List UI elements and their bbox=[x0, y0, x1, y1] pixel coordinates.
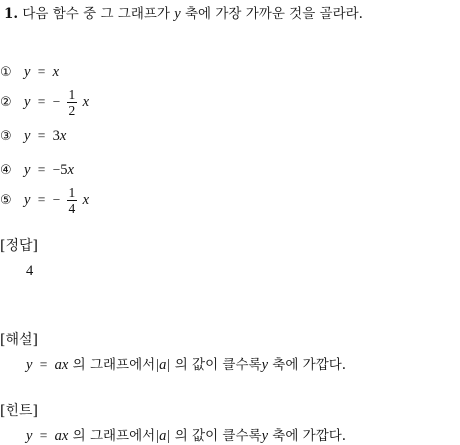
option-lhs: y bbox=[23, 128, 31, 144]
hint-abs: |a| bbox=[155, 428, 171, 444]
option-marker: ④ bbox=[0, 163, 12, 178]
option-4 bbox=[0, 161, 74, 180]
eq-equals: = bbox=[39, 357, 48, 372]
eq-rhs: ax bbox=[54, 428, 69, 444]
option-rhs-var: x bbox=[82, 192, 90, 208]
option-fraction bbox=[67, 87, 78, 118]
option-marker: ② bbox=[0, 95, 12, 110]
fraction-denominator: 4 bbox=[68, 201, 76, 216]
option-equals: = bbox=[37, 162, 46, 177]
answer-number: 4 bbox=[26, 263, 34, 279]
explanation-abs: |a| bbox=[155, 357, 171, 373]
fraction-numerator: 1 bbox=[68, 185, 76, 200]
option-3 bbox=[0, 127, 66, 146]
option-2 bbox=[0, 86, 89, 119]
option-sign: − bbox=[52, 192, 61, 207]
eq-equals: = bbox=[39, 428, 48, 443]
option-sign: − bbox=[52, 94, 61, 109]
option-lhs: y bbox=[23, 162, 31, 178]
option-equals: = bbox=[37, 94, 46, 109]
option-lhs: y bbox=[23, 192, 31, 208]
eq-lhs: y bbox=[26, 428, 33, 444]
fraction-denominator: 2 bbox=[68, 103, 76, 118]
option-rhs-var: x bbox=[82, 94, 90, 110]
option-fraction bbox=[67, 185, 78, 216]
option-coef: 5 bbox=[60, 162, 68, 178]
hint-text1: 의 그래프에서 bbox=[72, 428, 156, 444]
option-equals: = bbox=[37, 192, 46, 207]
answer-value bbox=[26, 262, 33, 280]
eq-rhs: ax bbox=[54, 357, 69, 373]
option-5 bbox=[0, 184, 89, 217]
option-lhs: y bbox=[23, 64, 31, 80]
hint-text2: 의 값이 클수록 bbox=[174, 428, 262, 444]
question-text-after: 축에 가장 가까운 것을 골라라. bbox=[185, 6, 363, 22]
question-text-before: 다음 함수 중 그 그래프가 bbox=[22, 6, 170, 22]
hint-text bbox=[26, 427, 346, 445]
eq-lhs: y bbox=[26, 357, 33, 373]
option-sign: − bbox=[52, 162, 61, 177]
explanation-text1: 의 그래프에서 bbox=[72, 357, 156, 373]
question-var: y bbox=[174, 6, 181, 22]
option-rhs-var: x bbox=[67, 162, 74, 178]
question-number: 1. bbox=[4, 6, 19, 22]
option-marker: ⑤ bbox=[0, 193, 12, 208]
hint-var: y bbox=[261, 428, 268, 444]
option-marker: ① bbox=[0, 65, 12, 80]
option-1 bbox=[0, 63, 59, 82]
question-line bbox=[4, 5, 363, 23]
fraction-numerator: 1 bbox=[68, 87, 76, 102]
option-marker: ③ bbox=[0, 129, 12, 144]
answer-label: [정답] bbox=[0, 238, 38, 254]
option-equals: = bbox=[37, 128, 46, 143]
hint-label: [힌트] bbox=[0, 403, 38, 419]
option-rhs-var: x bbox=[52, 64, 60, 80]
option-equals: = bbox=[37, 64, 46, 79]
explanation-label: [해설] bbox=[0, 332, 38, 348]
option-coef: 3 bbox=[52, 128, 60, 144]
explanation-var: y bbox=[261, 357, 268, 373]
option-rhs-var: x bbox=[59, 128, 67, 144]
explanation-text3: 축에 가깝다. bbox=[272, 357, 347, 373]
option-lhs: y bbox=[23, 94, 31, 110]
hint-text3: 축에 가깝다. bbox=[272, 428, 347, 444]
explanation-text2: 의 값이 클수록 bbox=[174, 357, 262, 373]
explanation-text bbox=[26, 356, 346, 374]
